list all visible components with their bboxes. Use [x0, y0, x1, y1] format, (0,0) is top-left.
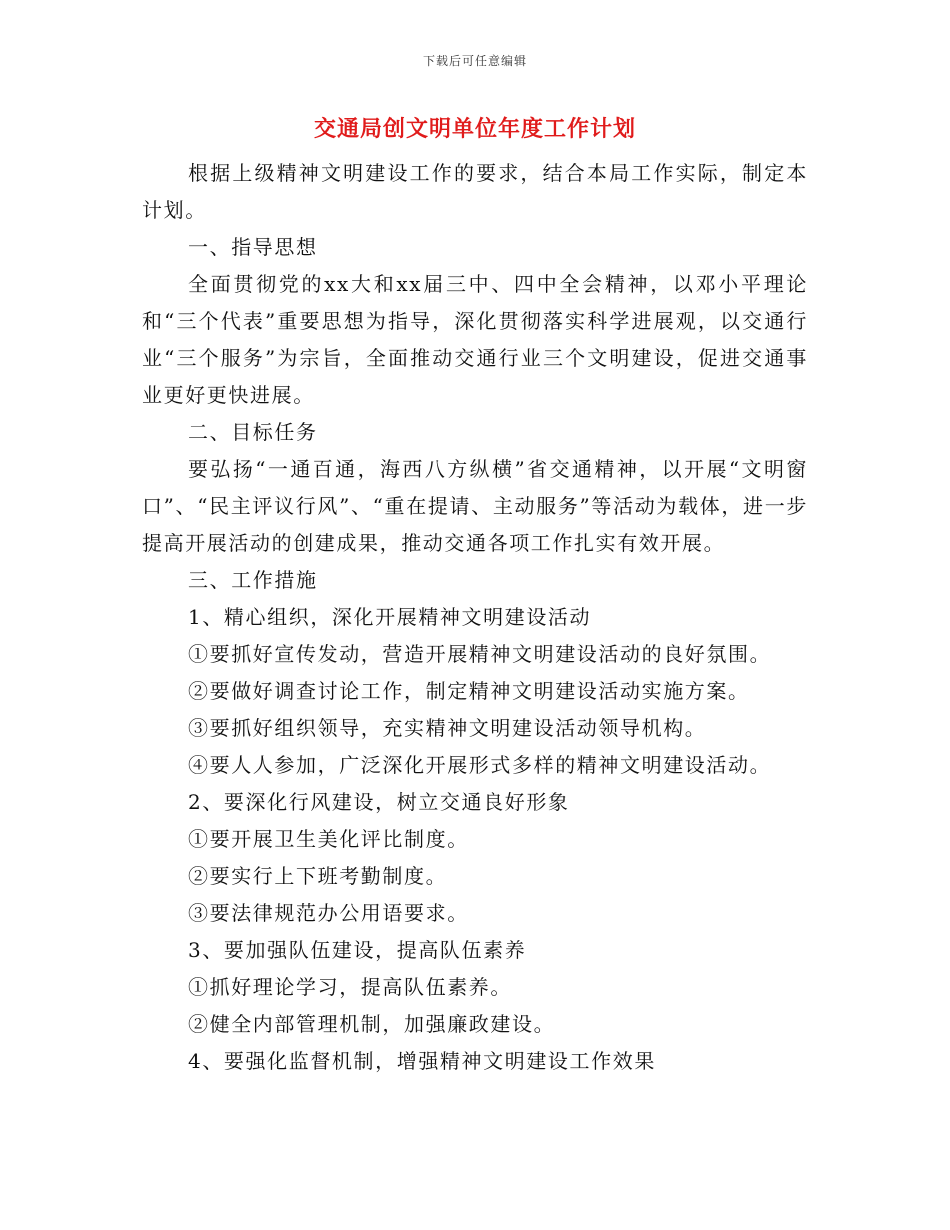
measure-3-item-1: ①抓好理论学习，提高队伍素养。 [188, 975, 512, 999]
section-heading-guiding-ideology: 一、指导思想 [188, 235, 318, 259]
measure-2-item-3: ③要法律规范办公用语要求。 [188, 901, 469, 925]
measure-2-item-1: ①要开展卫生美化评比制度。 [188, 827, 469, 851]
measure-1-item-4: ④要人人参加，广泛深化开展形式多样的精神文明建设活动。 [188, 753, 772, 777]
measure-1-item-1: ①要抓好宣传发动，营造开展精神文明建设活动的良好氛围。 [188, 642, 772, 666]
measure-1-item-3: ③要抓好组织领导，充实精神文明建设活动领导机构。 [188, 716, 707, 740]
objectives-paragraph: 要弘扬“一通百通，海西八方纵横”省交通精神，以开展“文明窗口”、“民主评议行风”、“重在提请、主动服务”等活动为载体，进一步提高开展活动的创建成果，推动交通各项工作扎实有效开展。 [142, 457, 808, 555]
document-title: 交通局创文明单位年度工作计划 [313, 116, 636, 142]
document-body [142, 155, 808, 1080]
measure-1-heading: 1、精心组织，深化开展精神文明建设活动 [188, 605, 592, 629]
measure-3-heading: 3、要加强队伍建设，提高队伍素养 [188, 938, 527, 962]
measure-1-item-2: ②要做好调查讨论工作，制定精神文明建设活动实施方案。 [188, 679, 750, 703]
section-heading-objectives: 二、目标任务 [188, 420, 318, 444]
measure-2-heading: 2、要深化行风建设，树立交通良好形象 [188, 790, 570, 814]
header-note: 下载后可任意编辑 [422, 54, 527, 68]
measure-3-item-2: ②健全内部管理机制，加强廉政建设。 [188, 1012, 556, 1036]
measure-2-item-2: ②要实行上下班考勤制度。 [188, 864, 448, 888]
intro-paragraph: 根据上级精神文明建设工作的要求，结合本局工作实际，制定本计划。 [142, 161, 808, 222]
guiding-ideology-paragraph: 全面贯彻党的xx大和xx届三中、四中全会精神，以邓小平理论和“三个代表”重要思想为指导，深化贯彻落实科学进展观，以交通行业“三个服务”为宗旨，全面推动交通行业三个文明建设，促进交通事业更好更快进展。 [142, 272, 808, 407]
section-heading-measures: 三、工作措施 [188, 568, 318, 592]
measure-4-heading: 4、要强化监督机制，增强精神文明建设工作效果 [188, 1049, 656, 1073]
